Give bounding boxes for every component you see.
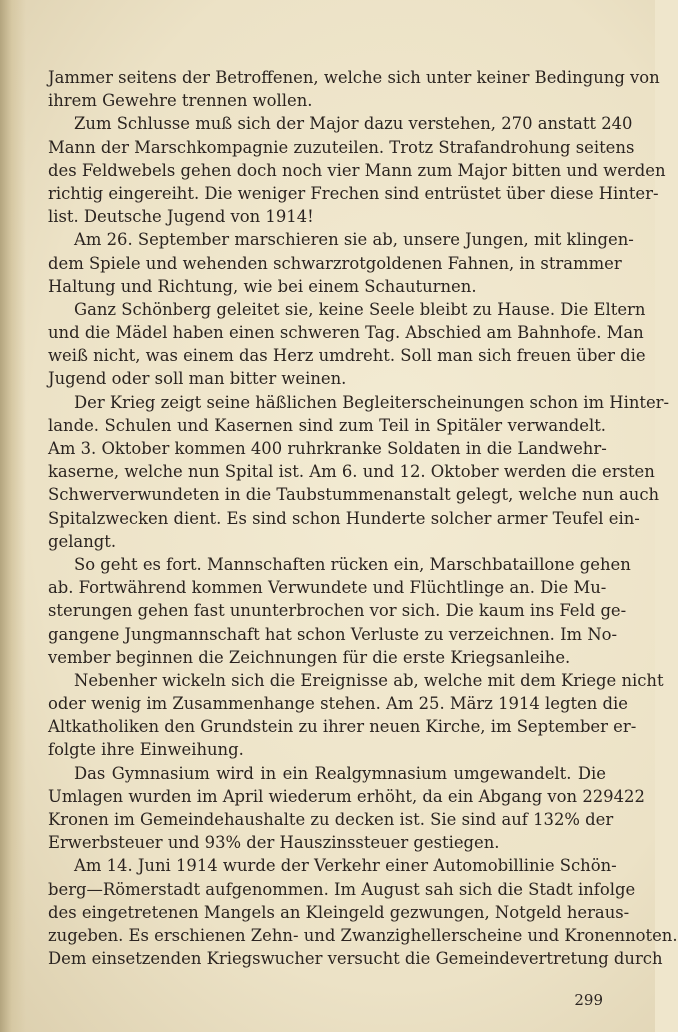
text-line: lande. Schulen und Kasernen sind zum Teil in Spitäler verwandelt. [48, 415, 606, 435]
text-line: list. Deutsche Jugend von 1914! [48, 207, 314, 227]
text-line: Schwerverwundeten in die Taubstummenanstalt gelegt, welche nun auch [48, 485, 660, 505]
page-number: 299 [574, 991, 603, 1009]
text-line: kaserne, welche nun Spital ist. Am 6. und 12. Oktober werden die ersten [48, 462, 655, 482]
text-line: Dem einsetzenden Kriegswucher versucht die Gemeindevertretung durch [48, 949, 663, 969]
text-line: Nebenher wickeln sich die Ereignisse ab, welche mit dem Kriege nicht [74, 670, 664, 690]
text-line: Ganz Schönberg geleitet sie, keine Seele bleibt zu Hause. Die Eltern [74, 299, 646, 319]
text-line: Kronen im Gemeindehaushalte zu decken ist. Sie sind auf 132% der [48, 810, 614, 829]
text-line: des eingetretenen Mangels an Kleingeld gezwungen, Notgeld heraus- [48, 902, 630, 922]
text-line: Jugend oder soll man bitter weinen. [48, 369, 347, 389]
text-line: dem Spiele und wehenden schwarzrotgoldenen Fahnen, in strammer [48, 253, 622, 273]
text-line: Zum Schlusse muß sich der Major dazu verstehen, 270 anstatt 240 [74, 114, 633, 134]
text-line: Jammer seitens der Betroffenen, welche sich unter keiner Bedingung von [48, 68, 660, 87]
text-line: sterungen gehen fast ununterbrochen vor sich. Die kaum ins Feld ge- [48, 601, 627, 621]
text-line: Am 3. Oktober kommen 400 ruhrkranke Soldaten in die Landwehr- [48, 439, 607, 458]
text-line: Umlagen wurden im April wiederum erhöht, da ein Abgang von 229422 [48, 786, 645, 806]
text-line: berg—Römerstadt aufgenommen. Im August sah sich die Stadt infolge [48, 879, 636, 899]
text-line: zugeben. Es erschienen Zehn- und Zwanzighellerscheine und Kronennoten. [48, 925, 678, 945]
text-line: vember beginnen die Zeichnungen für die erste Kriegsanleihe. [48, 647, 571, 667]
text-line: Haltung und Richtung, wie bei einem Schauturnen. [48, 276, 477, 296]
text-line: richtig eingereiht. Die weniger Frechen sind entrüstet über diese Hinter- [48, 183, 659, 203]
text-line: Der Krieg zeigt seine häßlichen Begleiterscheinungen schon im Hinter- [74, 392, 670, 412]
text-line: Am 26. September marschieren sie ab, unsere Jungen, mit klingen- [74, 230, 634, 250]
text-line: So geht es fort. Mannschaften rücken ein, Marschbataillone gehen [74, 554, 631, 574]
page-body-text [48, 66, 678, 970]
text-line: gangene Jungmannschaft hat schon Verluste zu verzeichnen. Im No- [48, 624, 618, 644]
binding-shadow [0, 0, 26, 1032]
text-line: ab. Fortwährend kommen Verwundete und Flüchtlinge an. Die Mu- [48, 578, 607, 598]
text-line: Mann der Marschkompagnie zuzuteilen. Trotz Strafandrohung seitens [48, 137, 635, 157]
text-line: Altkatholiken den Grundstein zu ihrer neuen Kirche, im September er- [48, 717, 637, 737]
text-line: ihrem Gewehre trennen wollen. [48, 91, 313, 111]
text-line: des Feldwebels gehen doch noch vier Mann zum Major bitten und werden [48, 160, 666, 180]
text-line: gelangt. [48, 531, 117, 551]
text-line: Spitalzwecken dient. Es sind schon Hunderte solcher armer Teufel ein- [48, 508, 640, 528]
text-line: folgte ihre Einweihung. [48, 740, 244, 760]
text-line: Erwerbsteuer und 93% der Hauszinssteuer gestiegen. [48, 833, 500, 853]
text-line: und die Mädel haben einen schweren Tag. Abschied am Bahnhofe. Man [48, 323, 644, 343]
text-line: oder wenig im Zusammenhange stehen. Am 25. März 1914 legten die [48, 694, 628, 714]
text-line: Am 14. Juni 1914 wurde der Verkehr einer Automobillinie Schön- [74, 856, 617, 876]
text-line: weiß nicht, was einem das Herz umdreht. Soll man sich freuen über die [48, 346, 646, 366]
text-line: Das Gymnasium wird in ein Realgymnasium umgewandelt. Die [74, 763, 606, 783]
